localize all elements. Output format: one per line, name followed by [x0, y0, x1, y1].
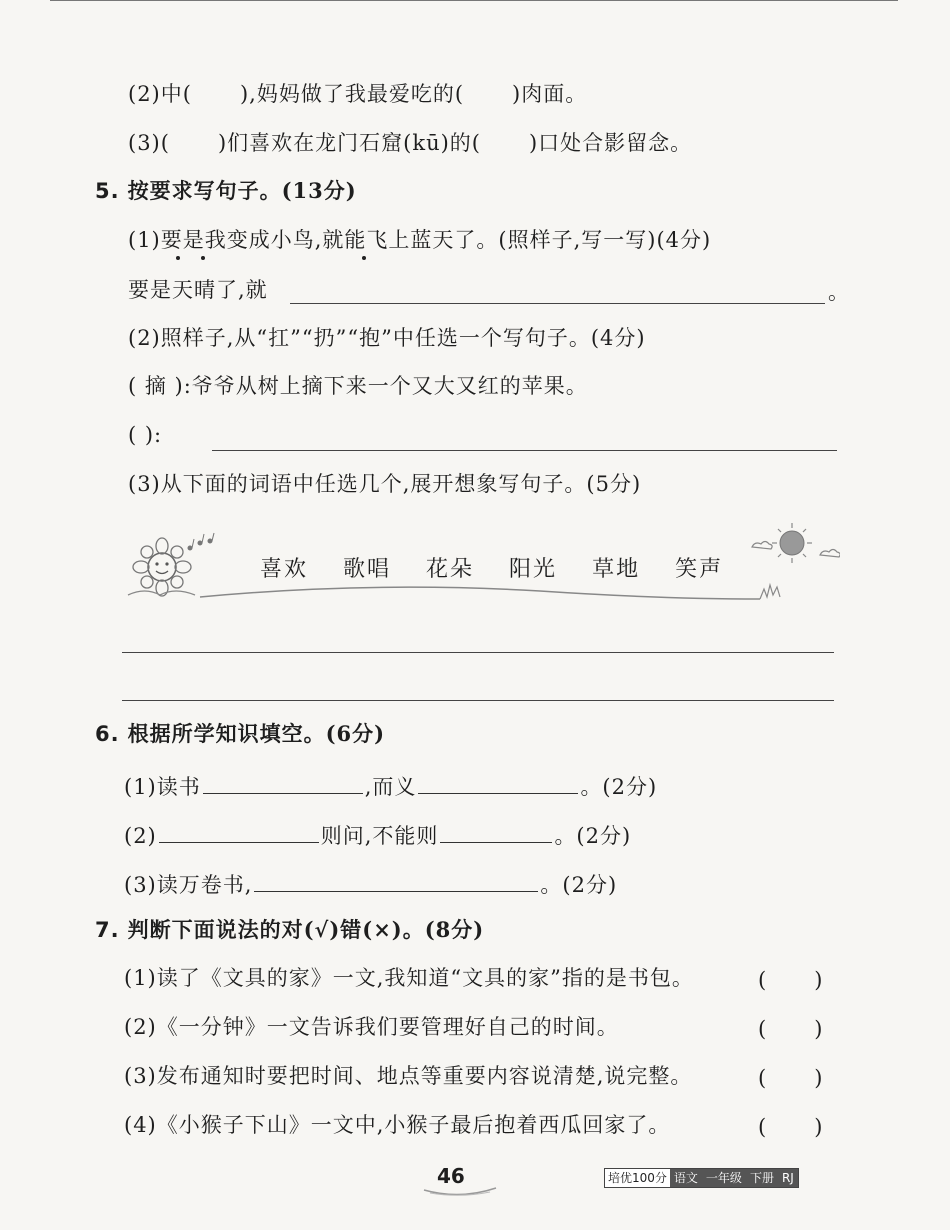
- page-number-ornament: [420, 1184, 500, 1198]
- word-item: 草地: [592, 557, 641, 582]
- q5-sub2-blank: ( ):: [128, 423, 163, 447]
- fill-blank[interactable]: [418, 773, 578, 794]
- banner-ground-line: [200, 587, 760, 599]
- music-note-icon: [188, 533, 214, 550]
- word-item: 笑声: [675, 557, 724, 582]
- answer-line[interactable]: [122, 652, 834, 653]
- page-number: 46: [437, 1164, 465, 1188]
- q5-sub1-prompt: (1)要是我变成小鸟,就能飞上蓝天了。(照样子,写一写)(4分): [128, 228, 712, 252]
- q5-sub1-answer: 要是天晴了,就: [128, 278, 268, 302]
- q7-item: (3)发布通知时要把时间、地点等重要内容说清楚,说完整。: [124, 1064, 693, 1088]
- subject: 语文: [670, 1169, 702, 1187]
- grass-icon: [760, 585, 780, 599]
- q5-heading: 5. 按要求写句子。(13分): [95, 178, 357, 203]
- volume: 下册: [746, 1169, 778, 1187]
- word-item: 喜欢: [260, 557, 309, 582]
- q5-sub2-example: ( 摘 ):爷爷从树上摘下来一个又大又红的苹果。: [128, 374, 588, 398]
- q5-sub3-prompt: (3)从下面的词语中任选几个,展开想象写句子。(5分): [128, 472, 642, 496]
- emphasis-dot: [362, 256, 366, 260]
- q5-sub1-end: 。: [828, 280, 850, 304]
- top-border: [50, 0, 898, 1]
- word-item: 歌唱: [343, 557, 392, 582]
- answer-line[interactable]: [290, 303, 825, 304]
- answer-line[interactable]: [212, 450, 837, 451]
- q7-item: (2)《一分钟》一文告诉我们要管理好自己的时间。: [124, 1015, 619, 1039]
- sun-icon: [772, 523, 812, 563]
- fill-blank[interactable]: [203, 773, 363, 794]
- q7-item: (4)《小猴子下山》一文中,小猴子最后抱着西瓜回家了。: [124, 1113, 671, 1137]
- fill-blank[interactable]: [159, 822, 319, 843]
- edition: RJ: [778, 1169, 798, 1187]
- series-name: 培优100分: [605, 1169, 670, 1187]
- q6-sub1: (1)读书 ,而义 。(2分): [124, 775, 658, 799]
- flower-icon: [128, 538, 195, 596]
- q7-item: (1)读了《文具的家》一文,我知道“文具的家”指的是书包。: [124, 966, 694, 990]
- answer-parentheses[interactable]: ( ): [758, 968, 823, 992]
- answer-parentheses[interactable]: ( ): [758, 1017, 823, 1041]
- word-item: 花朵: [426, 557, 475, 582]
- answer-parentheses[interactable]: ( ): [758, 1066, 823, 1090]
- q6-sub2: (2) 则问,不能则 。(2分): [124, 824, 632, 848]
- answer-parentheses[interactable]: ( ): [758, 1115, 823, 1139]
- q7-heading: 7. 判断下面说法的对(√)错(×)。(8分): [95, 917, 485, 942]
- word-bank: [260, 552, 751, 583]
- fill-blank[interactable]: [254, 871, 538, 892]
- word-item: 阳光: [509, 557, 558, 582]
- answer-line[interactable]: [122, 700, 834, 701]
- grade: 一年级: [702, 1169, 746, 1187]
- q6-sub3: (3)读万卷书, 。(2分): [124, 873, 618, 897]
- fill-blank[interactable]: [440, 822, 552, 843]
- q4-item-2: (2)中( ),妈妈做了我最爱吃的( )肉面。: [128, 82, 588, 106]
- q4-item-3: (3)( )们喜欢在龙门石窟(kū)的( )口处合影留念。: [128, 131, 693, 155]
- book-series-badge: [604, 1168, 799, 1188]
- emphasis-dot: [201, 256, 205, 260]
- q5-sub2-prompt: (2)照样子,从“扛”“扔”“抱”中任选一个写句子。(4分): [128, 326, 646, 350]
- q6-heading: 6. 根据所学知识填空。(6分): [95, 721, 386, 746]
- emphasis-dot: [176, 256, 180, 260]
